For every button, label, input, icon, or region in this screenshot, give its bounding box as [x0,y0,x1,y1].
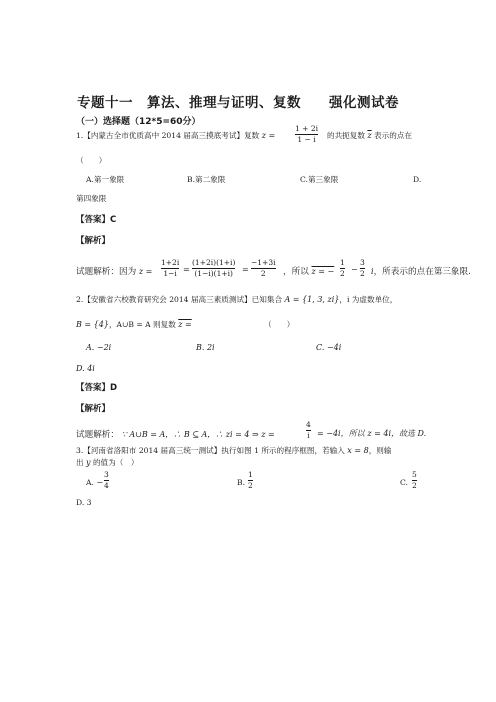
q2-solution [76,428,275,440]
q2-stem-b: ，i 为虚数单位， [339,295,398,304]
q1-solution-prefix [76,265,152,277]
q3-option-d: D. 3 [76,498,92,507]
q3-stem-line2 [76,458,139,468]
q1-frac-den: 1 − i [297,135,316,144]
q1-sol-frac3 [251,259,276,278]
q2-option-b: B. 2i [196,343,215,352]
q1-z-eq: z = [261,131,276,140]
q1-sol-end [371,265,471,277]
q2-sol-prefix: 试题解析： [76,430,119,440]
q1-sol-z: z = [138,267,153,276]
q1-stem [76,131,275,141]
q3-option-c-frac [412,471,417,490]
q1-sol-frac2 [192,259,235,278]
q2-stem-line2 [76,320,192,330]
q3-opt-c-num: 5 [412,470,417,479]
q3-y: y [86,458,91,467]
q3-opt-a-num: 3 [104,470,109,479]
q1-analysis-label: 【解析】 [76,236,111,246]
q1-sol-f4-num: 1 [340,258,345,267]
q3-option-b-label: B. [237,478,245,487]
q3-stem-c: 出 [76,458,84,467]
q2-set-a: A = {1, 3, zi} [284,295,340,304]
q1-sol-f2-num: (1+2i)(1+i) [192,258,236,267]
q2-sol-frac [306,421,311,440]
q1-stem-a: 1.【内蒙古全市优质高中 2014 届高三摸底考试】复数 [76,131,260,140]
q3-opt-b-den: 2 [248,481,253,490]
q2-sol-b [317,428,426,439]
q2-sol-a: ∵ A∪B = A，∴ B ⊆ A，∴ zi = 4 ⇒ z = [121,430,275,439]
q1-option-a: A.第一象限 [86,175,125,184]
q1-stem-b [327,131,412,141]
q3-option-c-label: C. [400,478,408,487]
q1-sol-f3-num: −1+3i [251,258,276,267]
section-heading: （一）选择题（12*5=60分） [76,117,201,127]
q3-opt-a-sign: − [96,478,104,487]
q3-opt-a-pre: A. [86,478,94,487]
q3-x-eq: x = 8 [347,446,369,455]
q1-answer: 【答案】C [76,215,117,225]
q2-answer: 【答案】D [76,383,118,393]
q1-sol-frac1 [161,259,179,278]
q3-opt-b-num: 1 [248,470,253,479]
q1-sol-f4-den: 2 [340,269,345,278]
q2-sol-b-text: = −4i，所以 [317,429,365,438]
q1-option-b: B.第二象限 [187,175,226,184]
q2-option-c: C. −4i [316,343,342,352]
page-title: 专题十一 算法、推理与证明、复数 强化测试卷 [77,95,399,111]
q2-set-b: B = {4} [76,320,109,329]
q2-option-a: A. −2i [86,343,112,352]
q1-option-c: C.第三象限 [300,175,339,184]
q2-zbar: z = [178,320,192,329]
q1-frac-num: 1 + 2i [295,124,318,133]
q2-stem-a: 2.【安徽省六校教育研究会 2014 届高三素质测试】已知集合 [76,295,283,304]
q1-sol-mid-text: ，所以 [283,267,309,277]
q1-sol-f1-num: 1+2i [161,258,180,267]
q1-stem-c-text: 表示的点在 [374,131,412,140]
q1-paren: （ ） [76,156,107,165]
q1-option-d-cont: 第四象限 [76,194,107,203]
q1-sol-f5-den: 2 [360,269,365,278]
q1-fraction [295,125,318,144]
q1-sol-f2-den: (1−i)(1+i) [194,269,233,278]
q3-stem [76,446,391,456]
q1-stem-b-text: 的共扼复数 [327,131,365,140]
q2-union: ，A∪B = A 则复数 [108,320,176,329]
q2-sol-frac-num: 4 [306,420,311,429]
q1-sol-mid [283,265,334,277]
q2-option-d: D. 4i [76,364,95,373]
q1-zbar: $\overline{z}$ [367,131,372,140]
q3-option-a-label [86,478,103,488]
q3-option-b-frac [248,471,253,490]
q1-sol-i: i [371,267,374,276]
q1-sol-f1-den: 1−i [163,269,177,278]
q2-stem [76,295,397,305]
q2-analysis-label: 【解析】 [76,404,111,414]
q2-paren: （ ） [264,320,295,329]
q3-opt-a-den: 4 [104,481,109,490]
q1-sol-f3-den: 2 [260,269,266,278]
q3-opt-c-den: 2 [412,481,417,490]
q3-stem-b: ，则输 [368,446,392,455]
q1-option-d: D. [413,175,422,184]
q1-sol-end-text: ，所表示的点在第三象限. [373,267,471,277]
q1-sol-minus: − [351,265,358,274]
q3-option-a-frac [104,471,109,490]
q1-sol-prefix-text: 试题解析：因为 [76,267,137,277]
q1-sol-frac5 [360,259,365,278]
q1-sol-f5-num: 3 [360,258,365,267]
q1-sol-frac4 [340,259,345,278]
q3-stem-a: 3.【河南省洛阳市 2014 届高三统一测试】执行如图 1 所示的程序框图，若输入 [76,446,345,455]
q3-stem-d: 的值为（ ） [92,458,139,467]
q2-sol-c-text: z = 4i，故选 D. [367,429,427,438]
q2-sol-frac-den: i [307,431,310,440]
q1-sol-zbar: z = − [311,267,335,276]
